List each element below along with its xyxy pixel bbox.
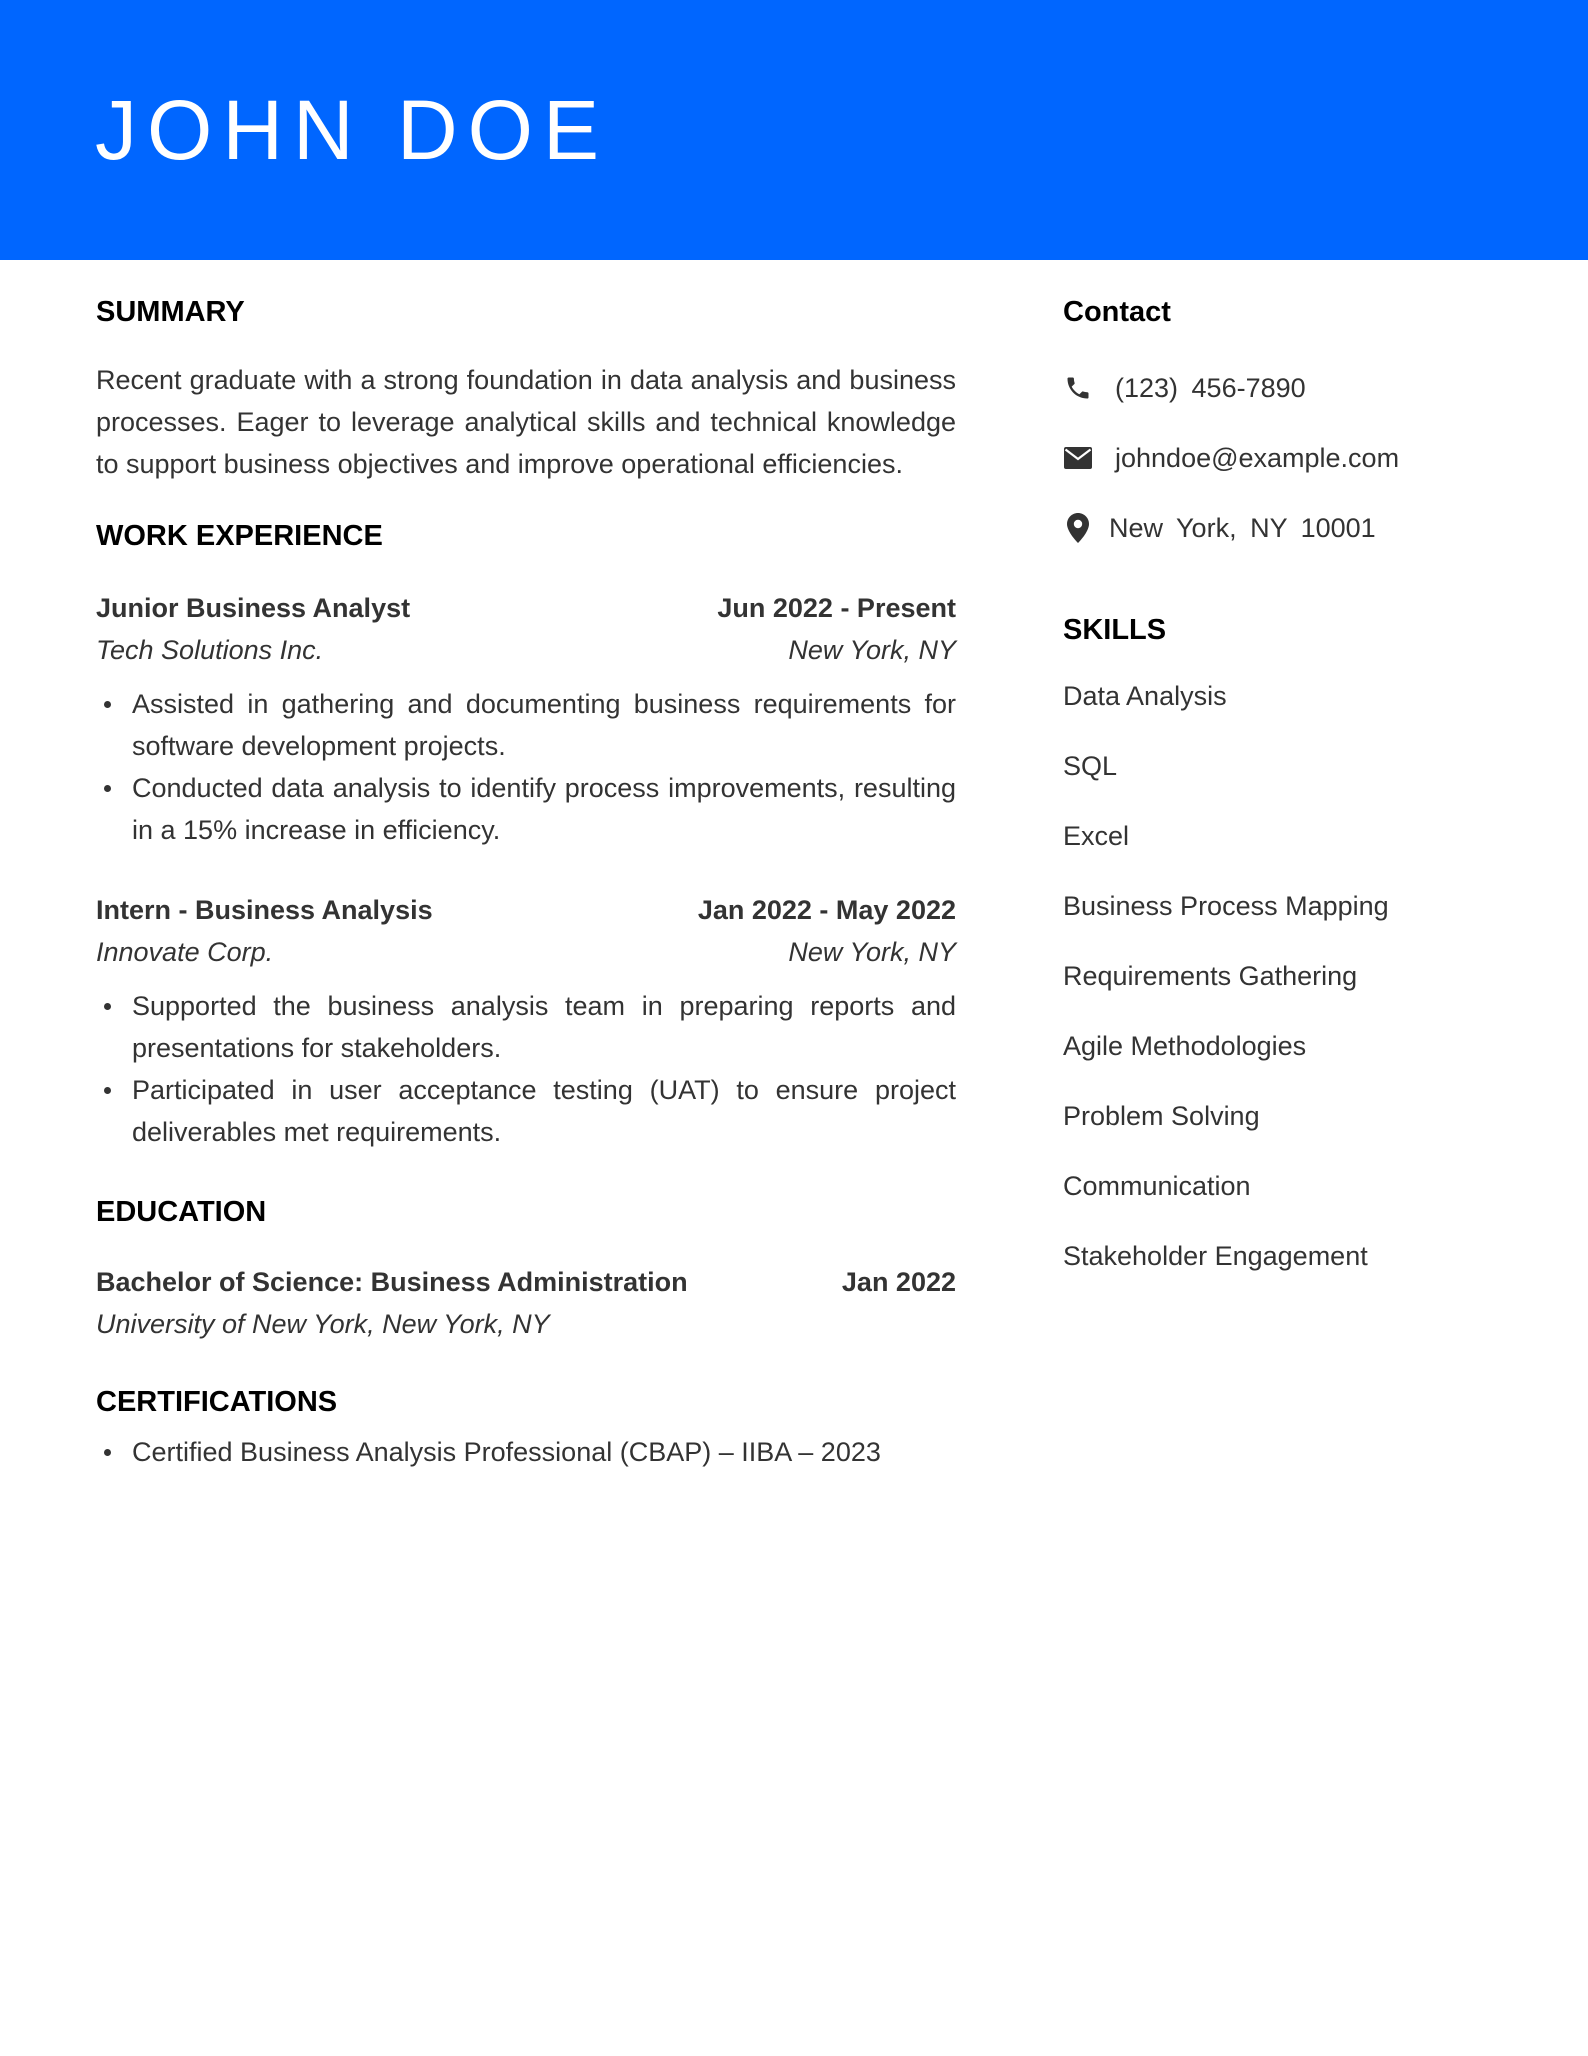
skills-list — [1063, 675, 1503, 1277]
skill-item: Excel — [1063, 821, 1130, 851]
candidate-name: JOHN DOE — [95, 83, 610, 177]
education-entry — [96, 1261, 956, 1345]
job-bullets — [96, 683, 956, 851]
job-bullet: Conducted data analysis to identify process improvements, resulting in a 15% increase in efficiency. — [96, 767, 956, 851]
job-bullets — [96, 985, 956, 1153]
skill-item: Data Analysis — [1063, 681, 1227, 711]
skill-item: Agile Methodologies — [1063, 1031, 1307, 1061]
phone-number[interactable]: (123) 456-7890 — [1115, 372, 1306, 403]
location-text: New York, NY 10001 — [1109, 512, 1376, 543]
job-dates: Jan 2022 - May 2022 — [697, 895, 956, 925]
contact-email — [1063, 437, 1503, 479]
job-company: Innovate Corp. — [96, 937, 274, 967]
job-bullet: Assisted in gathering and documenting business requirements for software development projects. — [96, 683, 956, 767]
work-experience-heading: WORK EXPERIENCE — [96, 520, 383, 552]
skill-item: Communication — [1063, 1171, 1251, 1201]
job-role: Intern - Business Analysis — [96, 895, 433, 925]
phone-icon — [1063, 373, 1093, 403]
sidebar — [1063, 295, 1503, 1305]
certifications-list — [96, 1431, 956, 1473]
email-address[interactable]: johndoe@example.com — [1115, 442, 1400, 473]
summary-heading: SUMMARY — [96, 296, 245, 328]
education-heading: EDUCATION — [96, 1196, 267, 1228]
graduation-date: Jan 2022 — [841, 1267, 956, 1297]
skills-heading: SKILLS — [1063, 614, 1167, 646]
main-column — [96, 295, 956, 1473]
job-bullet: Participated in user acceptance testing (UAT) to ensure project deliverables met requirements. — [96, 1069, 956, 1153]
header-banner — [0, 0, 1588, 260]
summary-text: Recent graduate with a strong foundation in data analysis and business processes. Eager to leverage analytical skills and technical knowledge to support business objectives and improve operational efficiencies. — [96, 365, 956, 479]
skill-item: Stakeholder Engagement — [1063, 1241, 1368, 1271]
skill-item: Problem Solving — [1063, 1101, 1260, 1131]
job-location: New York, NY — [788, 937, 956, 967]
job-entry — [96, 587, 956, 851]
job-entry — [96, 889, 956, 1153]
contact-phone — [1063, 367, 1503, 409]
school: University of New York, New York, NY — [96, 1309, 550, 1339]
job-dates: Jun 2022 - Present — [717, 593, 956, 623]
map-marker-icon — [1063, 513, 1093, 543]
certifications-heading: CERTIFICATIONS — [96, 1386, 338, 1418]
contact-location — [1063, 507, 1503, 549]
job-company: Tech Solutions Inc. — [96, 635, 324, 665]
job-role: Junior Business Analyst — [96, 593, 411, 623]
skill-item: Requirements Gathering — [1063, 961, 1358, 991]
contact-list — [1063, 367, 1503, 549]
skill-item: SQL — [1063, 751, 1118, 781]
contact-heading: Contact — [1063, 296, 1171, 328]
skill-item: Business Process Mapping — [1063, 891, 1389, 921]
envelope-icon — [1063, 443, 1093, 473]
certification-item: Certified Business Analysis Professional (CBAP) – IIBA – 2023 — [96, 1431, 956, 1473]
job-bullet: Supported the business analysis team in preparing reports and presentations for stakeholders. — [96, 985, 956, 1069]
degree: Bachelor of Science: Business Administration — [96, 1267, 688, 1297]
job-location: New York, NY — [788, 635, 956, 665]
